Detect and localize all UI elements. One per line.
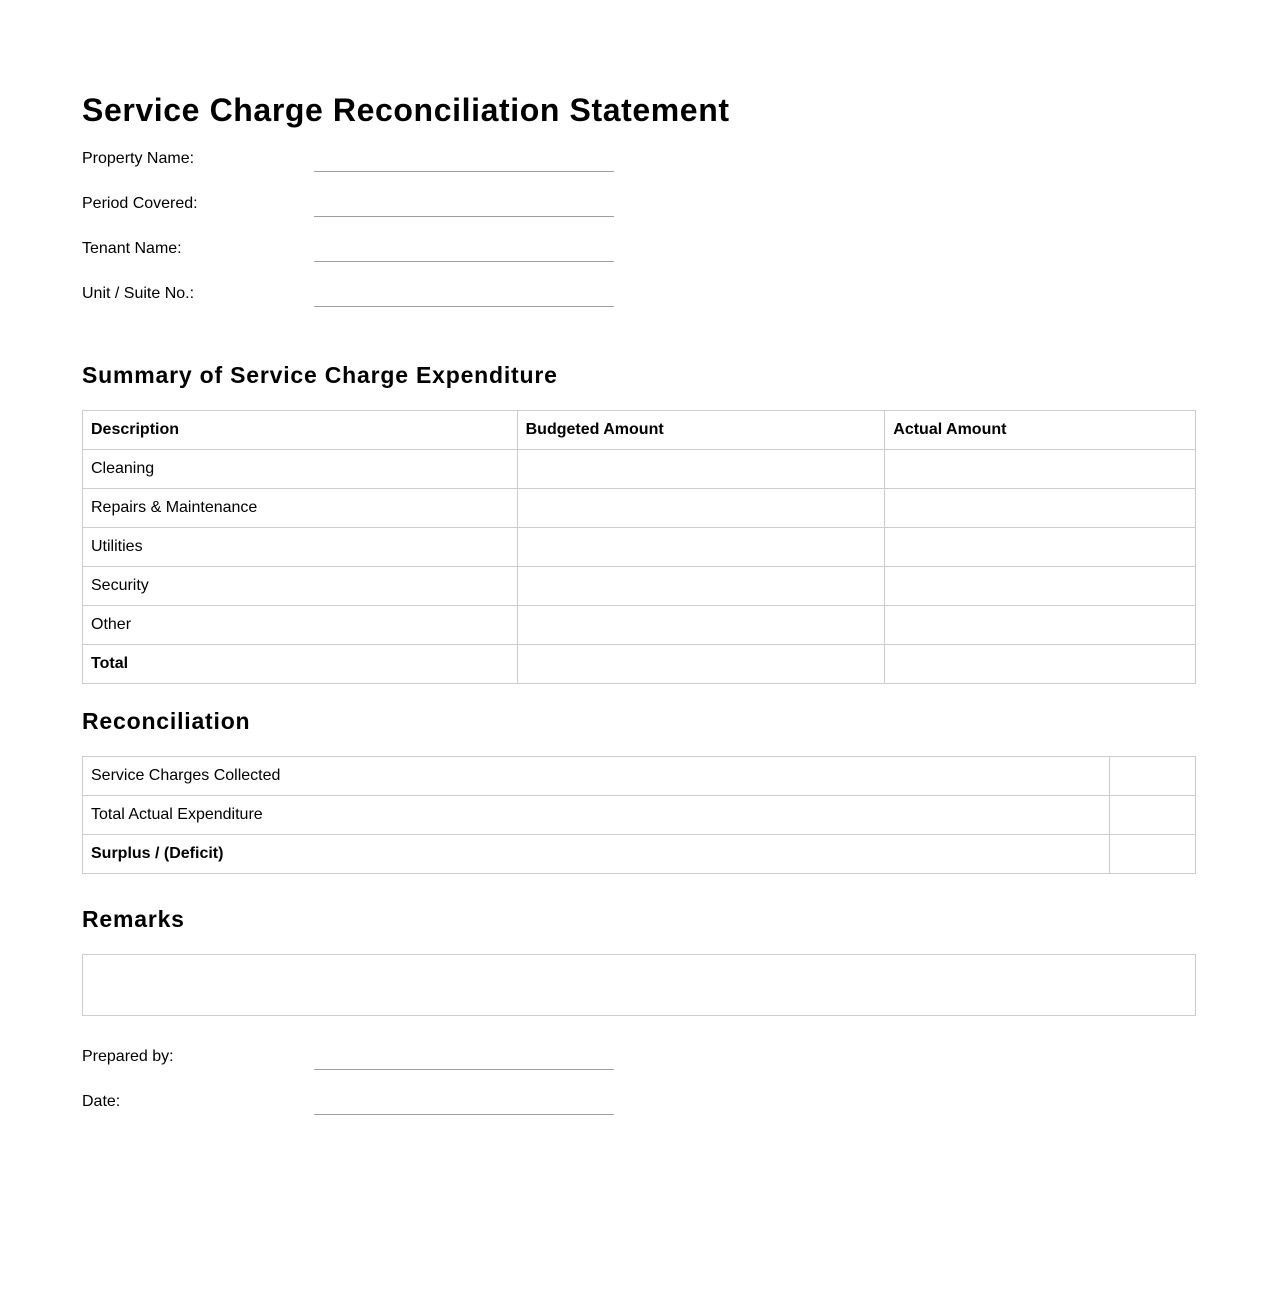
period-covered-label: Period Covered: <box>82 195 198 212</box>
period-covered-field <box>82 195 614 225</box>
actual-cell[interactable] <box>885 450 1196 489</box>
column-header-budgeted: Budgeted Amount <box>517 411 885 450</box>
surplus-deficit-value[interactable] <box>1110 835 1196 874</box>
remarks-box[interactable] <box>82 954 1196 1016</box>
row-description: Utilities <box>83 528 518 567</box>
row-description: Other <box>83 606 518 645</box>
service-charges-collected-value[interactable] <box>1110 757 1196 796</box>
actual-total-cell[interactable] <box>885 645 1196 684</box>
actual-cell[interactable] <box>885 489 1196 528</box>
service-charges-collected-label: Service Charges Collected <box>83 757 1110 796</box>
property-name-label: Property Name: <box>82 150 195 167</box>
unit-suite-input[interactable] <box>314 306 614 307</box>
table-row <box>83 489 1196 528</box>
tenant-name-label: Tenant Name: <box>82 240 182 257</box>
date-input[interactable] <box>314 1114 614 1115</box>
period-covered-input[interactable] <box>314 216 614 217</box>
prepared-by-field <box>82 1048 614 1078</box>
row-description: Security <box>83 567 518 606</box>
actual-cell[interactable] <box>885 606 1196 645</box>
table-row <box>83 450 1196 489</box>
budgeted-cell[interactable] <box>517 489 885 528</box>
total-actual-expenditure-label: Total Actual Expenditure <box>83 796 1110 835</box>
budgeted-cell[interactable] <box>517 606 885 645</box>
total-actual-expenditure-value[interactable] <box>1110 796 1196 835</box>
prepared-by-label: Prepared by: <box>82 1048 174 1065</box>
table-row <box>83 606 1196 645</box>
unit-suite-label: Unit / Suite No.: <box>82 285 195 302</box>
budgeted-cell[interactable] <box>517 450 885 489</box>
table-row <box>83 567 1196 606</box>
property-name-input[interactable] <box>314 171 614 172</box>
actual-cell[interactable] <box>885 567 1196 606</box>
budgeted-total-cell[interactable] <box>517 645 885 684</box>
budgeted-cell[interactable] <box>517 567 885 606</box>
table-row <box>83 528 1196 567</box>
unit-suite-field <box>82 285 614 315</box>
summary-heading: Summary of Service Charge Expenditure <box>82 362 558 388</box>
date-label: Date: <box>82 1093 121 1110</box>
date-field <box>82 1093 614 1123</box>
prepared-by-input[interactable] <box>314 1069 614 1070</box>
property-name-field <box>82 150 614 180</box>
table-row <box>83 796 1196 835</box>
tenant-name-field <box>82 240 614 270</box>
table-row <box>83 835 1196 874</box>
row-description: Cleaning <box>83 450 518 489</box>
table-row <box>83 757 1196 796</box>
column-header-actual: Actual Amount <box>885 411 1196 450</box>
budgeted-cell[interactable] <box>517 528 885 567</box>
surplus-deficit-label: Surplus / (Deficit) <box>83 835 1110 874</box>
remarks-heading: Remarks <box>82 906 185 932</box>
column-header-description: Description <box>83 411 518 450</box>
total-label: Total <box>83 645 518 684</box>
tenant-name-input[interactable] <box>314 261 614 262</box>
row-description: Repairs & Maintenance <box>83 489 518 528</box>
page-title: Service Charge Reconciliation Statement <box>82 92 730 128</box>
table-header-row <box>83 411 1196 450</box>
total-row <box>83 645 1196 684</box>
actual-cell[interactable] <box>885 528 1196 567</box>
reconciliation-table <box>82 756 1196 874</box>
reconciliation-heading: Reconciliation <box>82 708 251 734</box>
expenditure-table <box>82 410 1196 684</box>
